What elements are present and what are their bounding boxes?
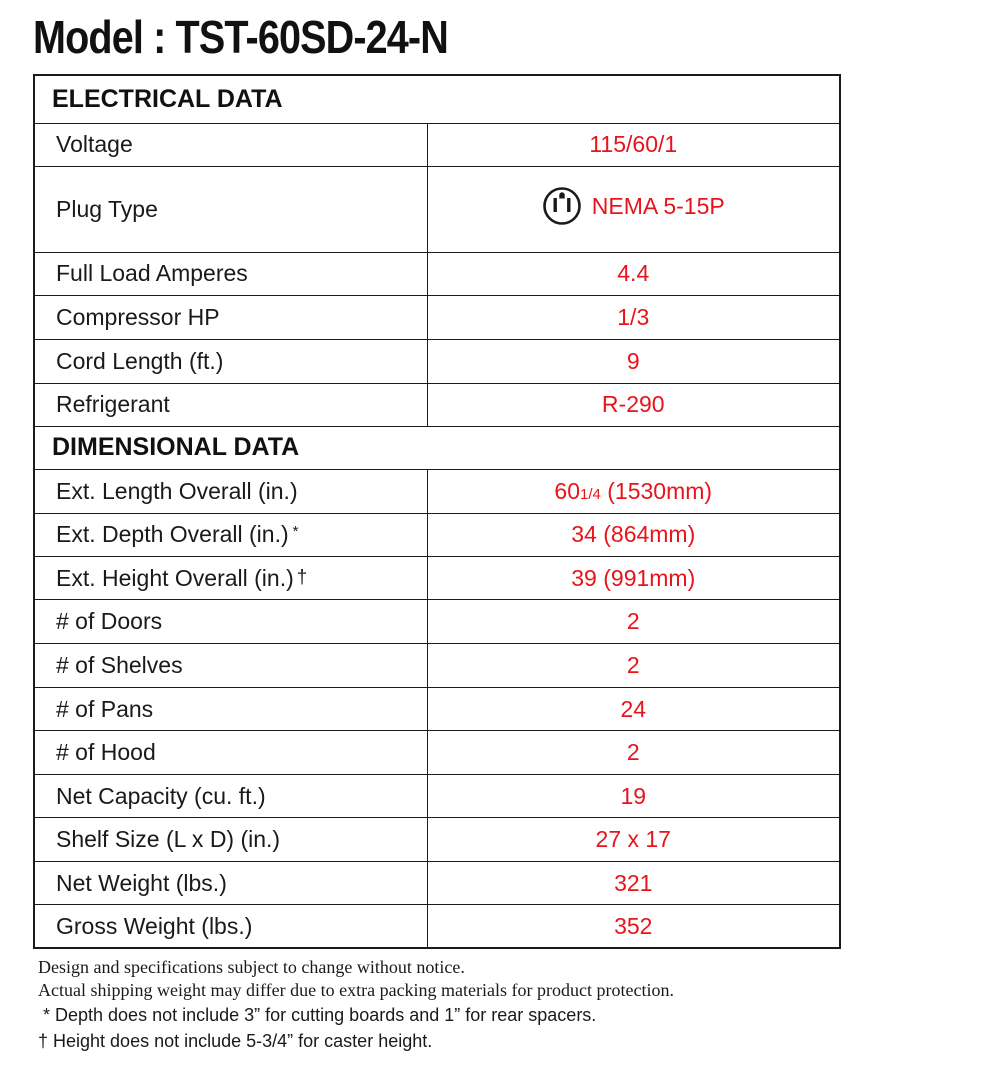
row-value: 9 [427, 339, 840, 383]
section-heading-electrical: ELECTRICAL DATA [34, 75, 840, 123]
section-header-row [34, 426, 840, 469]
row-value: 34 (864mm) [427, 513, 840, 556]
row-label: Shelf Size (L x D) (in.) [34, 818, 427, 862]
section-header-row [34, 75, 840, 123]
table-row [34, 252, 840, 295]
row-value: R-290 [427, 383, 840, 426]
row-value: 19 [427, 775, 840, 818]
table-row [34, 166, 840, 252]
table-row [34, 513, 840, 556]
row-label: Plug Type [34, 166, 427, 252]
row-value: 2 [427, 644, 840, 688]
row-value: 2 [427, 731, 840, 775]
note-depth: * Depth does not include 3” for cutting boards and 1” for rear spacers. [38, 1005, 597, 1025]
table-row [34, 905, 840, 948]
table-row [34, 123, 840, 166]
row-label: Full Load Amperes [34, 252, 427, 295]
row-label: # of Shelves [34, 644, 427, 688]
row-label: # of Pans [34, 688, 427, 731]
row-label: Voltage [34, 123, 427, 166]
row-label: Net Capacity (cu. ft.) [34, 775, 427, 818]
footnotes [38, 956, 938, 1054]
table-row [34, 731, 840, 775]
table-row [34, 557, 840, 600]
table-row [34, 775, 840, 818]
row-label: # of Doors [34, 600, 427, 644]
row-value: 24 [427, 688, 840, 731]
length-metric: (1530mm) [600, 477, 713, 504]
row-value: 1/3 [427, 295, 840, 339]
table-row [34, 818, 840, 862]
length-whole: 60 [554, 477, 581, 504]
row-value: 115/60/1 [427, 123, 840, 166]
row-label: Net Weight (lbs.) [34, 862, 427, 905]
table-row [34, 295, 840, 339]
row-label: Refrigerant [34, 383, 427, 426]
page-title: Model : TST-60SD-24-N [33, 11, 448, 63]
dagger-mark: † [296, 566, 308, 588]
row-label [34, 513, 427, 556]
asterisk-mark: * [292, 523, 299, 541]
table-row [34, 600, 840, 644]
row-value-plug [427, 166, 840, 252]
row-value [427, 469, 840, 513]
table-row [34, 688, 840, 731]
row-label: Gross Weight (lbs.) [34, 905, 427, 948]
section-heading-dimensional: DIMENSIONAL DATA [34, 426, 840, 469]
row-value: 321 [427, 862, 840, 905]
note-height: † Height does not include 5-3/4” for caster height. [38, 1031, 433, 1051]
row-label [34, 557, 427, 600]
table-row [34, 383, 840, 426]
row-label: Compressor HP [34, 295, 427, 339]
row-label: Ext. Length Overall (in.) [34, 469, 427, 513]
plug-type-value: NEMA 5-15P [591, 192, 725, 219]
length-fraction: 1/4 [580, 485, 601, 503]
spec-table [33, 74, 841, 949]
table-row [34, 469, 840, 513]
row-label: # of Hood [34, 731, 427, 775]
table-row [34, 339, 840, 383]
row-value: 27 x 17 [427, 818, 840, 862]
note-design: Design and specifications subject to change without notice. [38, 957, 465, 977]
table-row [34, 862, 840, 905]
row-value: 2 [427, 600, 840, 644]
note-shipping: Actual shipping weight may differ due to extra packing materials for product protection. [38, 980, 674, 1000]
row-label: Cord Length (ft.) [34, 339, 427, 383]
nema-plug-icon [542, 186, 582, 226]
depth-label: Ext. Depth Overall (in.) [56, 521, 289, 548]
row-value: 352 [427, 905, 840, 948]
table-row [34, 644, 840, 688]
height-label: Ext. Height Overall (in.) [56, 564, 294, 591]
row-value: 4.4 [427, 252, 840, 295]
row-value: 39 (991mm) [427, 557, 840, 600]
